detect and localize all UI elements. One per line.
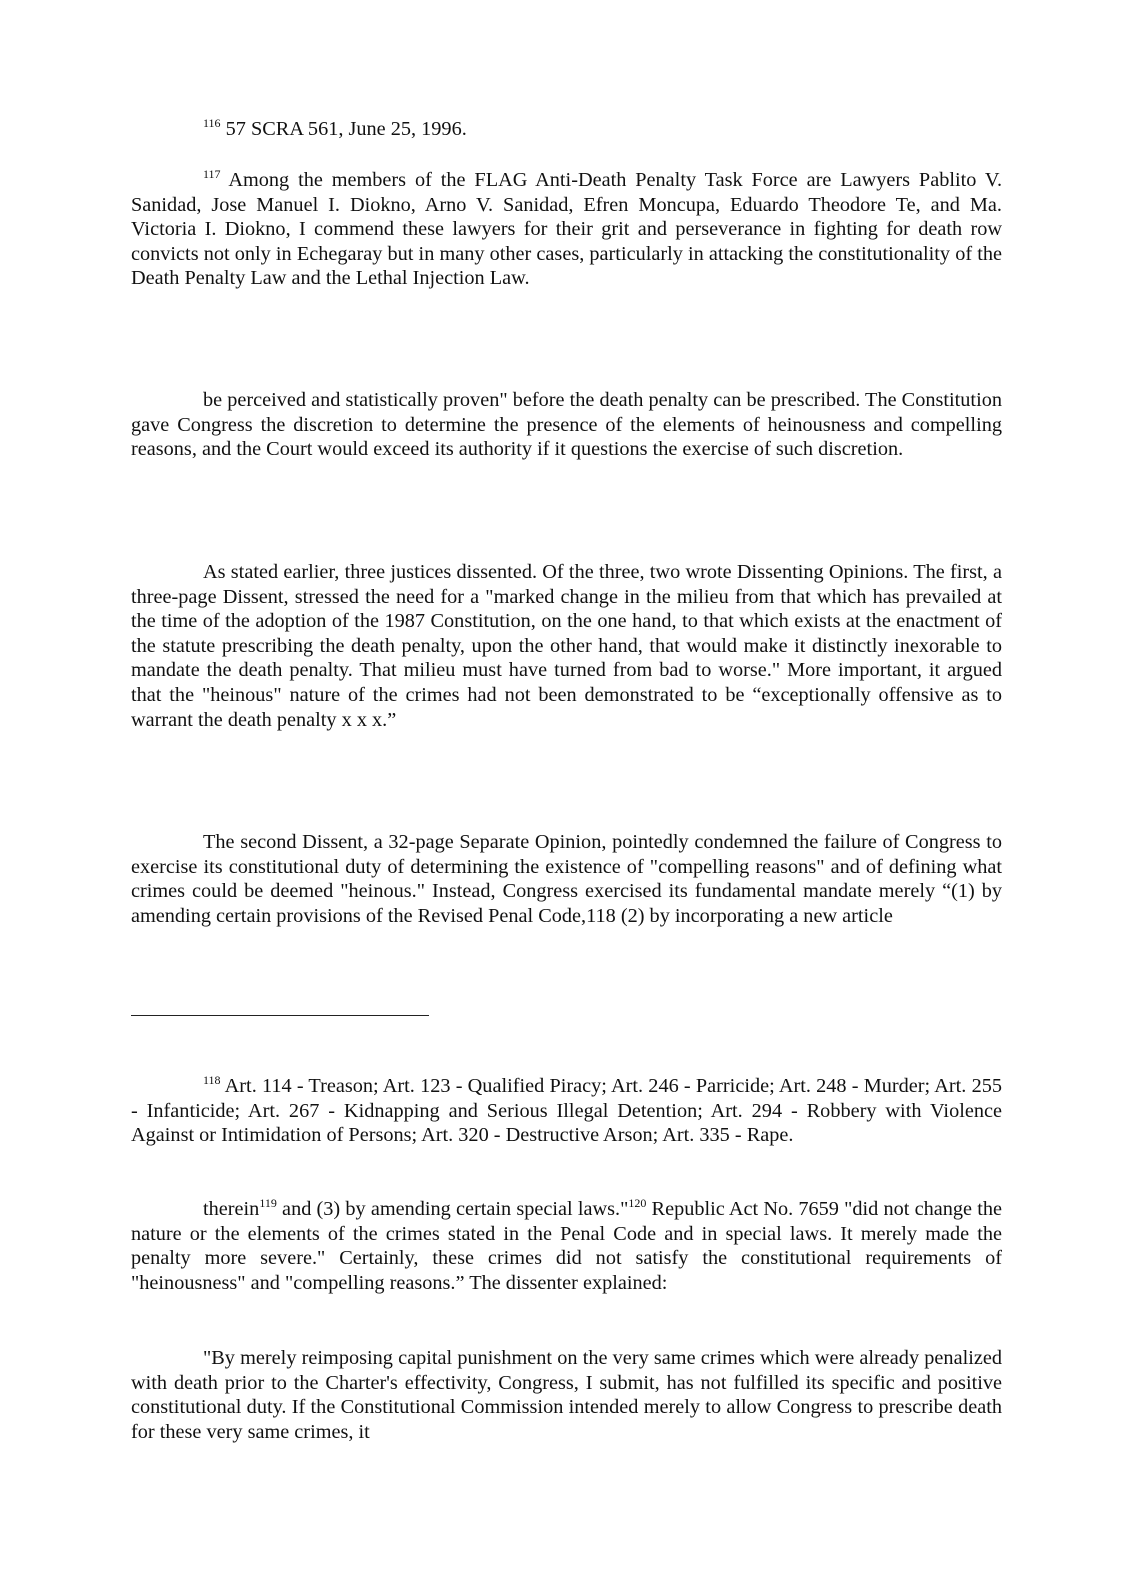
footnote-118-text: Art. 114 - Treason; Art. 123 - Qualified Piracy; Art. 246 - Parricide; Art. 248 - Murder; Art. 255 - Infanticide; Art. 267 - Kidnapping and Serious Illegal Detention; Art. 294 - Robbery with Violence Against or Intimidation of Persons; Art. 320 - Destructive Arson; Art. 335 - Rape. bbox=[131, 1075, 1002, 1147]
footnote-117 bbox=[131, 168, 1002, 291]
footnote-marker-119: 119 bbox=[259, 1196, 277, 1210]
footnote-117-text: Among the members of the FLAG Anti-Death Penalty Task Force are Lawyers Pablito V. Sanidad, Jose Manuel I. Diokno, Arno V. Sanidad, Efren Moncupa, Eduardo Theodore Te, and Ma. Victoria I. Diokno, I commend these lawyers for their grit and perseverance in fighting for death row convicts not only in Echegaray but in many other cases, particularly in attacking the constitutionality of the Death Penalty Law and the Lethal Injection Law. bbox=[131, 169, 1003, 290]
footnote-marker-118: 118 bbox=[203, 1073, 221, 1087]
footnote-separator bbox=[131, 1015, 429, 1016]
quoted-paragraph-text: "By merely reimposing capital punishment on the very same crimes which were already penalized with death prior to the Charter's effectivity, Congress, I submit, has not fulfilled its specific and positive constitutional duty. If the Constitutional Commission intended merely to allow Congress to prescribe death for these very same crimes, it bbox=[131, 1347, 1002, 1443]
footnote-116 bbox=[131, 117, 1002, 142]
footnote-marker-120: 120 bbox=[628, 1196, 647, 1210]
body-paragraph-1 bbox=[131, 388, 1002, 462]
quoted-paragraph bbox=[131, 1346, 1002, 1444]
footnote-116-text: 57 SCRA 561, June 25, 1996. bbox=[225, 118, 467, 140]
body-paragraph-1-text: be perceived and statistically proven" before the death penalty can be prescribed. The Constitution gave Congress the discretion to determine the presence of the elements of heinousness and compelling reasons, and the Court would exceed its authority if it questions the exercise of such discretion. bbox=[131, 389, 1002, 461]
body-paragraph-2 bbox=[131, 560, 1002, 732]
continuation-rest: Republic Act No. 7659 "did not change the nature or the elements of the crimes stated in the Penal Code and in special laws. It merely made the penalty more severe." Certainly, these crimes did not satisfy the constitutional requirements of "heinousness" and "compelling reasons.” The dissenter explained: bbox=[131, 1198, 1002, 1294]
continuation-lead: therein bbox=[203, 1198, 260, 1220]
body-paragraph-2-text: As stated earlier, three justices dissented. Of the three, two wrote Dissenting Opinions. The first, a three-page Dissent, stressed the need for a "marked change in the milieu from that which has prevailed at the time of the adoption of the 1987 Constitution, on the one hand, to that which exists at the enactment of the statute prescribing the death penalty, upon the other hand, that would make it distinctly inexorable to mandate the death penalty. That milieu must have turned from bad to worse." More important, it argued that the "heinous" nature of the crimes had not been demonstrated to be “exceptionally offensive as to warrant the death penalty x x x.” bbox=[131, 561, 1002, 731]
body-paragraph-3-text: The second Dissent, a 32-page Separate Opinion, pointedly condemned the failure of Congress to exercise its constitutional duty of determining the existence of "compelling reasons" and of defining what crimes could be deemed "heinous." Instead, Congress exercised its fundamental mandate merely “(1) by amending certain provisions of the Revised Penal Code,118 (2) by incorporating a new article bbox=[131, 831, 1002, 927]
footnote-marker-116: 116 bbox=[203, 116, 221, 130]
continuation-paragraph bbox=[131, 1197, 1002, 1295]
footnote-marker-117: 117 bbox=[203, 167, 221, 181]
body-paragraph-3 bbox=[131, 830, 1002, 928]
footnote-118 bbox=[131, 1074, 1002, 1148]
continuation-mid: and (3) by amending certain special laws." bbox=[276, 1198, 629, 1220]
